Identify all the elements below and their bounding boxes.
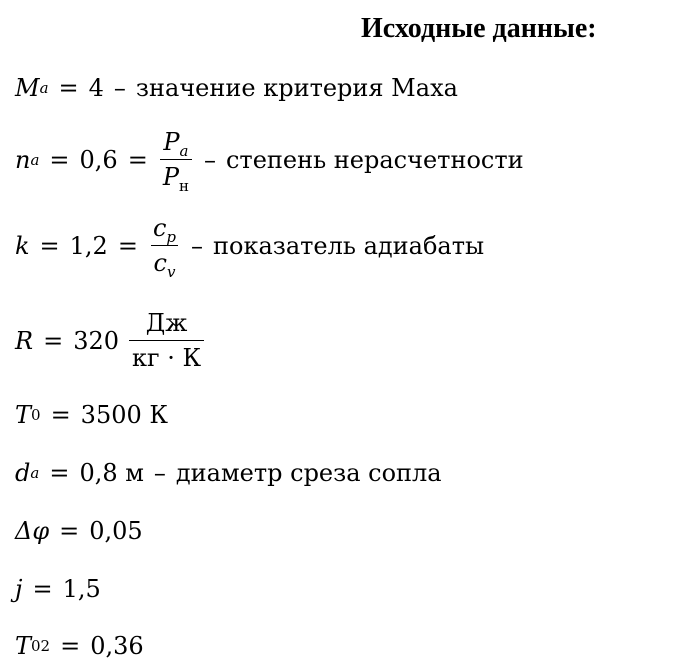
var-symbol: n: [15, 145, 31, 174]
dash: –: [153, 459, 166, 487]
value: 1,2: [69, 231, 108, 260]
equals-sign: =: [49, 459, 70, 487]
formula-adiabatic-index: [15, 214, 485, 281]
equals-sign: =: [39, 231, 60, 260]
value: 0,8 м: [79, 459, 144, 487]
fraction: [160, 128, 192, 195]
equals-sign: =: [59, 517, 80, 545]
formula-t02: T 02 = 0,36: [15, 632, 144, 660]
var-symbol: k: [15, 231, 30, 260]
unit-wrapper: [119, 309, 206, 372]
equals-sign: =: [117, 231, 138, 260]
description: степень нерасчетности: [225, 145, 524, 174]
dash: –: [191, 231, 203, 260]
var-symbol: j: [15, 575, 23, 603]
value: 0,36: [90, 632, 144, 660]
value: 1,5: [62, 575, 101, 603]
fraction-numerator: [150, 214, 179, 245]
value: 3500 К: [80, 401, 168, 429]
value: 0,05: [89, 517, 143, 545]
formula-delta-phi: [15, 517, 143, 545]
fraction: [150, 214, 179, 281]
formula-mach: M a = 4 – значение критерия Маха: [15, 74, 458, 102]
equals-sign: =: [43, 326, 64, 355]
heading: Исходные данные:: [361, 13, 597, 44]
var-symbol: Δφ: [15, 517, 50, 545]
unit-denominator: кг · К: [129, 340, 204, 372]
formula-gas-constant: [15, 309, 206, 372]
fraction-denominator: [160, 159, 192, 195]
fraction-denominator: [151, 245, 179, 281]
formula-pressure-ratio: n a = 0,6 = $\frac{P_a}{P_н}$ – степень нерасчетности: [15, 128, 524, 195]
value: 4: [88, 74, 104, 102]
formula-nozzle-diameter: d a = 0,8 м – диаметр среза сопла: [15, 459, 442, 487]
var-symbol: T: [15, 401, 32, 429]
dash: –: [113, 74, 126, 102]
numerator-subscript: p: [166, 228, 176, 246]
description: показатель адиабаты: [213, 231, 485, 260]
description: диаметр среза сопла: [175, 459, 442, 487]
var-symbol: M: [15, 74, 40, 102]
var-symbol: T: [15, 632, 32, 660]
numerator-subscript: a: [179, 142, 189, 160]
denominator-symbol: P: [162, 163, 179, 191]
var-symbol: d: [15, 459, 31, 487]
value: 320: [73, 326, 119, 355]
unit-fraction: [129, 309, 204, 372]
fraction-numerator: [160, 128, 191, 159]
var-symbol: R: [15, 326, 34, 355]
equals-sign: =: [32, 575, 53, 603]
denominator-symbol: c: [153, 249, 167, 277]
denominator-subscript: v: [166, 263, 176, 281]
denominator-subscript: н: [178, 177, 189, 195]
formula-j: [15, 575, 101, 603]
equals-sign: =: [60, 632, 81, 660]
equals-sign: =: [127, 145, 148, 174]
equals-sign: =: [50, 401, 71, 429]
numerator-symbol: c: [152, 214, 167, 242]
dash: –: [203, 145, 216, 174]
description: значение критерия Маха: [135, 74, 458, 102]
numerator-symbol: P: [163, 128, 180, 156]
equals-sign: =: [58, 74, 79, 102]
value: 0,6: [79, 145, 118, 174]
formula-temperature: T 0 = 3500 К: [15, 401, 168, 429]
unit-numerator: Дж: [145, 309, 188, 337]
equals-sign: =: [49, 145, 70, 174]
